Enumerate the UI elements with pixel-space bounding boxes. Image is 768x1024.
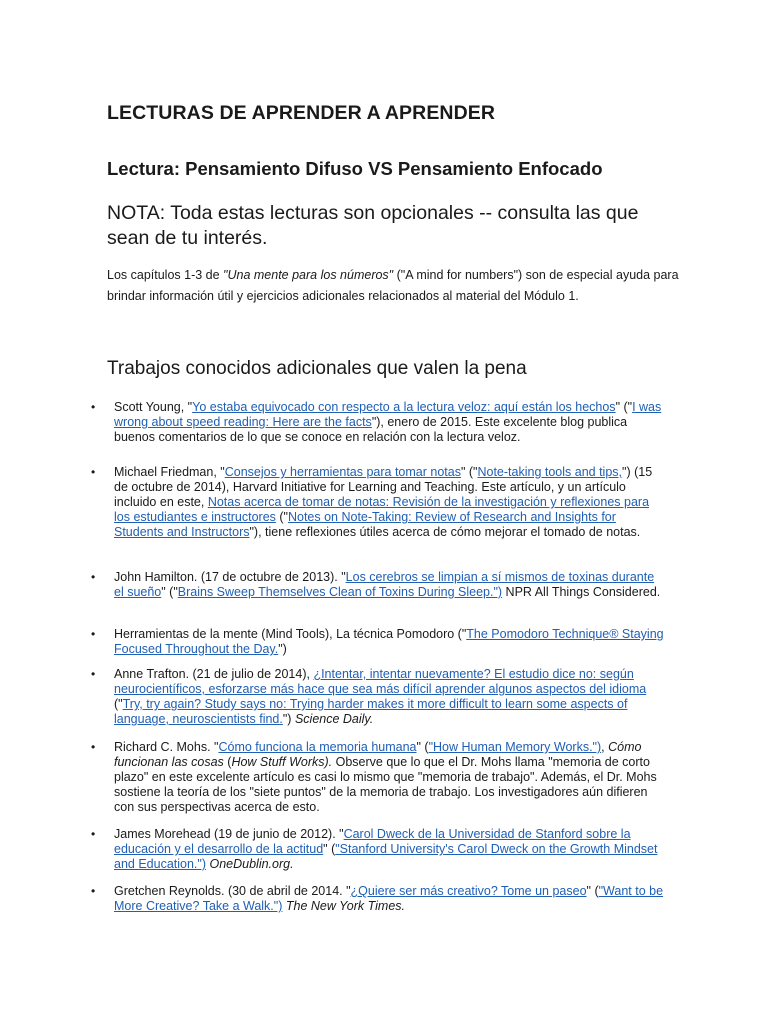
link-cerebros-toxinas-es[interactable]: Los cerebros se limpian a sí mismos de toxinas durante el sueño bbox=[114, 570, 655, 599]
bullet: • bbox=[91, 570, 96, 584]
link-lectura-veloz-es[interactable]: Yo estaba equivocado con respecto a la lectura veloz: aquí están los hechos bbox=[192, 400, 616, 414]
link-pomodoro-en[interactable]: The Pomodoro Technique® Staying Focused Throughout the Day. bbox=[114, 627, 664, 656]
reading-subtitle: Lectura: Pensamiento Difuso VS Pensamiento Enfocado bbox=[107, 158, 603, 179]
link-note-taking-tips-en[interactable]: Note-taking tools and tips, bbox=[477, 465, 623, 479]
list-item: • Richard C. Mohs. "Cómo funciona la memoria humana" ("How Human Memory Works."), Cómo funcionan las cosas (How Stuff Works). Observe que lo que el Dr. Mohs llama "memoria de corto plazo" en este excelente artículo es casi lo mismo que "memoria de trabajo". Además, el Dr. Mohs sostiene la teoría de los "siete puntos" de la memoria de trabajo. Los investigadores aún difieren con sus perspectivas acerca de esto. bbox=[91, 740, 657, 814]
link-carol-dweck-en[interactable]: "Stanford University's Carol Dweck on the Growth Mindset and Education.") bbox=[114, 842, 658, 871]
link-notes-review-en[interactable]: Notes on Note-Taking: Review of Research and Insights for Students and Instructors bbox=[114, 510, 616, 539]
link-intentar-es[interactable]: ¿Intentar, intentar nuevamente? El estudio dice no: según neurocientíficos, esforzarse más hace que sea más difícil aprender algunos aspectos del idioma bbox=[114, 667, 647, 696]
bullet: • bbox=[91, 884, 96, 898]
link-consejos-notas-es[interactable]: Consejos y herramientas para tomar notas bbox=[224, 465, 461, 479]
bullet: • bbox=[91, 740, 96, 754]
list-item: • Herramientas de la mente (Mind Tools), La técnica Pomodoro ("The Pomodoro Technique® Staying Focused Throughout the Day.") bbox=[91, 627, 664, 656]
bullet: • bbox=[91, 400, 96, 414]
link-notas-revision-es[interactable]: Notas acerca de tomar de notas: Revisión de la investigación y reflexiones para los estudiantes e instructores bbox=[114, 495, 650, 524]
source-onedublin: OneDublin.org. bbox=[209, 857, 294, 871]
book-title: "Una mente para los números" bbox=[223, 268, 394, 282]
page-title: LECTURAS DE APRENDER A APRENDER bbox=[107, 102, 496, 124]
bullet: • bbox=[91, 827, 96, 841]
list-item: • Michael Friedman, "Consejos y herramientas para tomar notas" ("Note-taking tools and tips,") (15 de octubre de 2014), Harvard Initiative for Learning and Teaching. Este artículo, y un artículo incluido en este, Notas acerca de tomar de notas: Revisión de la investigación y reflexiones para los estudiantes e instructores ("Notes on Note-Taking: Review of Research and Insights for Students and Instructors"), tiene reflexiones útiles acerca de cómo mejorar el tomado de notas. bbox=[91, 465, 653, 539]
list-item: • Anne Trafton. (21 de julio de 2014), ¿Intentar, intentar nuevamente? El estudio dice no: según neurocientíficos, esforzarse más hace que sea más difícil aprender algunos aspectos del idioma ("Try, try again? Study says no: Trying harder makes it more difficult to learn some aspects of language, neuroscientists find.") Science Daily. bbox=[91, 667, 647, 726]
link-creative-walk-en[interactable]: "Want to be More Creative? Take a Walk.") bbox=[114, 884, 664, 913]
intro-text-before: Los capítulos 1-3 de bbox=[107, 268, 224, 282]
bullet: • bbox=[91, 465, 96, 479]
list-item: • James Morehead (19 de junio de 2012). "Carol Dweck de la Universidad de Stanford sobre la educación y el desarrollo de la actitud" ("Stanford University's Carol Dweck on the Growth Mindset and Education.") OneDublin.org. bbox=[91, 827, 658, 871]
link-memoria-humana-es[interactable]: Cómo funciona la memoria humana bbox=[218, 740, 417, 754]
intro-text-after: ("A mind for numbers") son de especial ayuda para brindar información útil y ejercicios adicionales relacionados al material del Módulo 1. bbox=[107, 268, 679, 303]
bullet: • bbox=[91, 667, 96, 681]
section-title: Trabajos conocidos adicionales que valen la pena bbox=[107, 358, 527, 379]
list-item: • John Hamilton. (17 de octubre de 2013). "Los cerebros se limpian a sí mismos de toxinas durante el sueño" ("Brains Sweep Themselves Clean of Toxins During Sleep.") NPR All Things Considered. bbox=[91, 570, 661, 599]
source-nyt: The New York Times. bbox=[285, 899, 406, 913]
intro-paragraph bbox=[107, 265, 687, 306]
source-science-daily: Science Daily. bbox=[294, 712, 374, 726]
link-speed-reading-en[interactable]: I was wrong about speed reading: Here are the facts bbox=[114, 400, 662, 429]
link-creativo-paseo-es[interactable]: ¿Quiere ser más creativo? Tome un paseo bbox=[350, 884, 587, 898]
note-paragraph: NOTA: Toda estas lecturas son opcionales -- consulta las que sean de tu interés. bbox=[107, 202, 639, 249]
link-try-again-en[interactable]: Try, try again? Study says no: Trying harder makes it more difficult to learn some aspects of language, neuroscientists find. bbox=[114, 697, 628, 726]
list-item: • Gretchen Reynolds. (30 de abril de 2014. "¿Quiere ser más creativo? Tome un paseo" ("Want to be More Creative? Take a Walk.") The New York Times. bbox=[91, 884, 664, 913]
link-brains-sweep-en[interactable]: Brains Sweep Themselves Clean of Toxins During Sleep.") bbox=[177, 585, 503, 599]
list-item: • Scott Young, "Yo estaba equivocado con respecto a la lectura veloz: aquí están los hechos" ("I was wrong about speed reading: Here are the facts"), enero de 2015. Este excelente blog publica buenos comentarios de lo que se conoce en relación con la lectura veloz. bbox=[91, 400, 662, 444]
bullet: • bbox=[91, 627, 96, 641]
link-human-memory-en[interactable]: "How Human Memory Works.") bbox=[428, 740, 602, 754]
link-carol-dweck-es[interactable]: Carol Dweck de la Universidad de Stanford sobre la educación y el desarrollo de la actitud bbox=[114, 827, 631, 856]
